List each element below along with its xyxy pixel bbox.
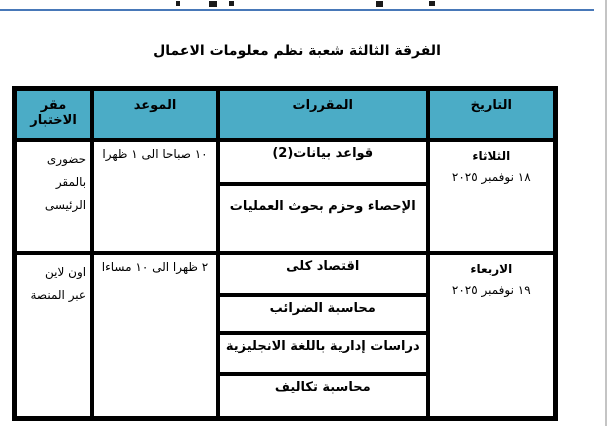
day-name: الثلاثاء <box>472 149 511 163</box>
column-header-location: مقر الاختبار <box>15 89 93 141</box>
text-fragment <box>376 1 383 7</box>
header-row <box>15 89 556 141</box>
location-cell-tuesday <box>15 140 93 253</box>
text-fragment <box>209 1 217 7</box>
page-right-edge-line <box>605 0 607 426</box>
time-cell-wednesday: ٢ ظهرا الى ١٠ مساءا <box>92 253 218 419</box>
course-cell: محاسبة الضرائب <box>218 295 428 333</box>
course-cell: اقتصاد كلى <box>218 253 428 295</box>
date-value: ١٩ نوفمبر ٢٠٢٥ <box>451 283 531 297</box>
column-header-time: الموعد <box>92 89 218 141</box>
location-line: حضورى <box>46 152 87 166</box>
location-line: الرئيسى <box>44 198 87 212</box>
date-value: ١٨ نوفمبر ٢٠٢٥ <box>451 170 531 184</box>
clipped-text-fragments <box>0 0 610 7</box>
day-name: الاربعاء <box>470 262 513 276</box>
text-fragment <box>176 1 180 6</box>
text-fragment <box>229 1 234 6</box>
exam-schedule-table <box>12 86 558 421</box>
table-row <box>15 140 556 184</box>
column-header-courses: المقررات <box>218 89 428 141</box>
header-divider-line <box>0 9 594 11</box>
text-fragment <box>429 1 435 6</box>
time-cell-tuesday: ١٠ صباحا الى ١ ظهرا <box>92 140 218 253</box>
table-row <box>15 253 556 295</box>
page-title: الفرقة الثالثة شعبة نظم معلومات الاعمال <box>153 43 441 59</box>
location-line: اون لاين <box>45 265 87 279</box>
course-cell: محاسبة تكاليف <box>218 374 428 419</box>
course-cell: دراسات إدارية باللغة الانجليزية <box>218 333 428 374</box>
date-cell-tuesday <box>428 140 556 253</box>
course-cell: قواعد بيانات(2) <box>218 140 428 184</box>
location-cell-wednesday <box>15 253 93 419</box>
course-cell: الإحصاء وحزم بحوث العمليات <box>218 184 428 253</box>
location-line: عبر المنصة <box>30 288 87 302</box>
date-cell-wednesday <box>428 253 556 419</box>
location-line: بالمقر <box>55 175 87 189</box>
column-header-date: التاريخ <box>428 89 556 141</box>
